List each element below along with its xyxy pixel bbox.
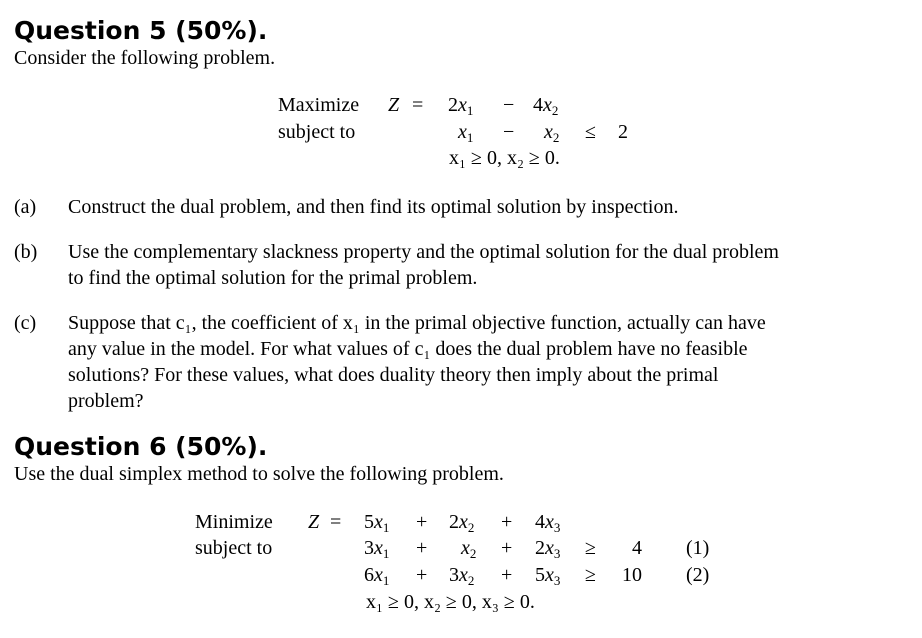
objective-equals-q6: = [330,511,342,533]
c2-term-x1: $6x_1$ [364,564,390,588]
maximize-label: Maximize [278,94,360,116]
subject-to-label: subject to [278,121,356,143]
objective-term-x1: $2x_1$ [448,94,474,118]
part-c-line-4: problem? [68,390,144,412]
c2-plus-2: + [501,564,513,586]
c1-tag: (1) [686,537,710,559]
subject-to-label-q6: subject to [195,537,273,559]
constraint-le: ≤ [585,121,596,143]
question-6-title: Question 6 (50%). [14,432,268,461]
objective-minus: − [503,94,515,116]
objective-term-x2: $4x_2$ [533,94,559,118]
obj-term-x1: $5x_1$ [364,511,390,535]
nonnegativity: x₁ ≥ 0, x₂ ≥ 0. [449,147,560,169]
constraint-minus: − [503,121,515,143]
question-5-intro: Consider the following problem. [14,47,276,69]
c1-term-x2: $x_2$ [461,537,477,561]
obj-term-x2: $2x_2$ [449,511,475,535]
c2-tag: (2) [686,564,710,586]
part-a-label: (a) [14,196,37,218]
c1-rhs: 4 [632,537,642,559]
part-b-line-2: to find the optimal solution for the primal problem. [68,267,478,289]
question-6-intro: Use the dual simplex method to solve the following problem. [14,463,504,485]
constraint-rhs: 2 [618,121,628,143]
constraint-term-x1: $x_1$ [458,121,474,145]
constraint-term-x2: $x_2$ [544,121,560,145]
obj-term-x3: $4x_3$ [535,511,561,535]
question-5-title: Question 5 (50%). [14,16,268,45]
objective-equals: = [412,94,424,116]
c2-rhs: 10 [622,564,642,586]
nonnegativity-q6: x₁ ≥ 0, x₂ ≥ 0, x₃ ≥ 0. [366,591,535,613]
part-b-label: (b) [14,241,38,263]
part-c-line-2: any value in the model. For what values of c₁ does the dual problem have no feasible [68,338,748,360]
part-b-line-1: Use the complementary slackness property and the optimal solution for the dual problem [68,241,779,263]
obj-plus-1: + [416,511,428,533]
part-a-text: Construct the dual problem, and then find its optimal solution by inspection. [68,196,679,218]
part-c-line-1: Suppose that c₁, the coefficient of x₁ in the primal objective function, actually can have [68,312,766,334]
c1-plus-2: + [501,537,513,559]
objective-z: Z [388,94,400,116]
c2-ge: ≥ [585,564,596,586]
part-c-line-3: solutions? For these values, what does duality theory then imply about the primal [68,364,719,386]
c2-term-x2: $3x_2$ [449,564,475,588]
obj-plus-2: + [501,511,513,533]
part-c-label: (c) [14,312,37,334]
minimize-label: Minimize [195,511,273,533]
c1-term-x1: $3x_1$ [364,537,390,561]
c2-plus-1: + [416,564,428,586]
objective-z-q6: Z [308,511,320,533]
c1-term-x3: $2x_3$ [535,537,561,561]
c1-plus-1: + [416,537,428,559]
c1-ge: ≥ [585,537,596,559]
c2-term-x3: $5x_3$ [535,564,561,588]
